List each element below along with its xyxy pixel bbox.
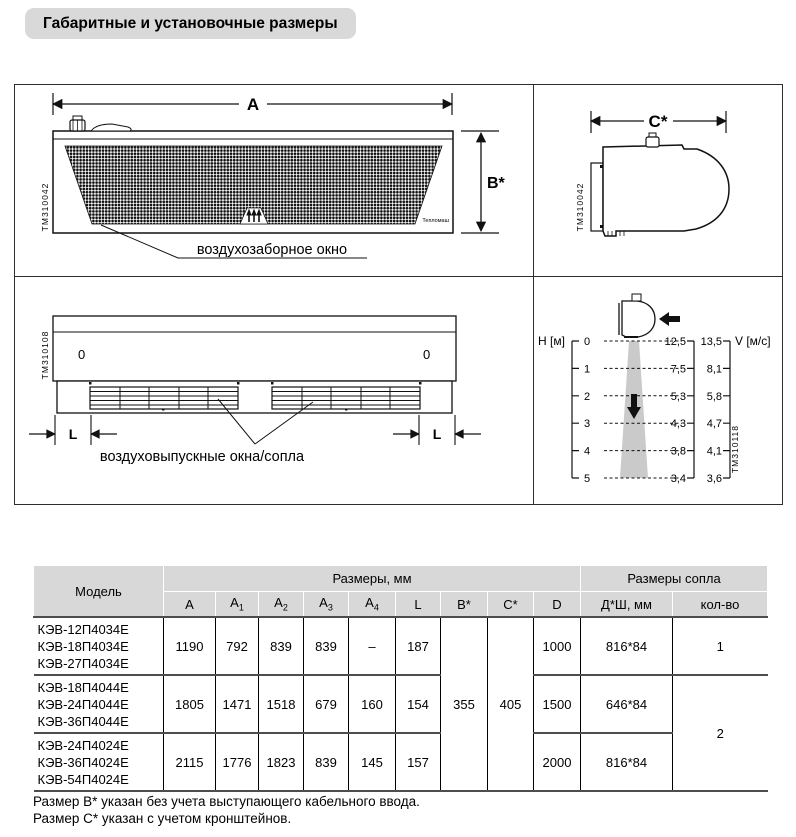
value-l: 154 xyxy=(396,675,441,733)
value-a: 1190 xyxy=(164,617,216,675)
value-l: 157 xyxy=(396,733,441,791)
v-scale-2-values xyxy=(701,336,722,485)
svg-text:13,5: 13,5 xyxy=(700,336,722,348)
col-header-b-star: B* xyxy=(441,592,488,618)
front-view-drawing xyxy=(15,85,534,275)
value-a3: 839 xyxy=(304,617,349,675)
col-header-d: D xyxy=(534,592,581,618)
value-a1: 1776 xyxy=(216,733,259,791)
value-c-star: 405 xyxy=(488,617,534,791)
svg-text:4,7: 4,7 xyxy=(706,418,722,431)
col-group-dimensions: Размеры, мм xyxy=(164,566,581,592)
side-view-cell xyxy=(534,85,782,277)
value-a2: 1823 xyxy=(259,733,304,791)
model-cell: КЭВ-18П4044Е КЭВ-24П4044Е КЭВ-36П4044Е xyxy=(34,675,164,733)
svg-text:3,4: 3,4 xyxy=(670,473,686,485)
table-row-group-1 xyxy=(34,617,768,675)
col-header-l: L xyxy=(396,592,441,618)
brand-label: Тепломаш xyxy=(422,218,449,224)
outlet-caption: воздуховыпускные окна/сопла xyxy=(99,449,305,465)
v-axis-2 xyxy=(723,341,730,478)
h-axis xyxy=(572,341,579,478)
svg-text:4: 4 xyxy=(584,445,591,458)
table-row-group-2 xyxy=(34,675,768,733)
footnote-c: Размер С* указан с учетом кронштейнов. xyxy=(33,811,292,826)
value-a3: 679 xyxy=(304,675,349,733)
footnotes xyxy=(33,793,420,827)
col-group-nozzle: Размеры сопла xyxy=(581,566,768,592)
dim-a-label: A xyxy=(246,95,260,114)
bottom-view-drawing xyxy=(15,277,534,504)
col-header-a4: $А_4$ xyxy=(349,592,396,618)
dim-b-label: B* xyxy=(487,175,505,192)
cable-gland-icon xyxy=(646,133,659,147)
dimensions-table xyxy=(33,565,768,792)
col-header-c-star: C* xyxy=(488,592,534,618)
svg-text:3,8: 3,8 xyxy=(670,445,686,458)
value-count: 2 xyxy=(673,675,768,791)
dim-l-left-label: L xyxy=(68,426,78,442)
svg-text:4,3: 4,3 xyxy=(670,418,686,431)
model-cell: КЭВ-12П4034Е КЭВ-18П4034Е КЭВ-27П4034Е xyxy=(34,617,164,675)
value-a: 1805 xyxy=(164,675,216,733)
inlet-arrow-icon xyxy=(659,312,680,326)
bottom-view-cell xyxy=(15,277,534,504)
dimension-drawings-panel xyxy=(14,84,783,505)
unit-side-icon xyxy=(619,294,655,337)
outlet-grille-left xyxy=(90,387,238,409)
h-axis-ticks xyxy=(584,336,590,485)
value-a2: 839 xyxy=(259,617,304,675)
value-b-star: 355 xyxy=(441,617,488,791)
value-a4: 145 xyxy=(349,733,396,791)
mounting-bracket xyxy=(591,163,603,231)
value-a4: – xyxy=(349,617,396,675)
cable-gland-icon xyxy=(70,116,131,131)
page-title: Габаритные и установочные размеры xyxy=(25,8,356,39)
drawing-id-front: ТМ310042 xyxy=(40,182,50,232)
drawing-id-bottom: ТМ310108 xyxy=(40,330,50,380)
dim-c-label: C* xyxy=(648,112,668,131)
outlet-grille-right xyxy=(272,387,420,409)
value-a: 2115 xyxy=(164,733,216,791)
value-a1: 1471 xyxy=(216,675,259,733)
drawing-id-jet: ТМ310118 xyxy=(730,424,740,474)
svg-text:5,3: 5,3 xyxy=(670,390,686,403)
airflow-up-arrows-icon xyxy=(247,210,261,222)
model-cell: КЭВ-24П4024Е КЭВ-36П4024Е КЭВ-54П4024Е xyxy=(34,733,164,791)
svg-text:3,6: 3,6 xyxy=(706,473,722,485)
svg-text:4,1: 4,1 xyxy=(706,445,722,458)
value-a2: 1518 xyxy=(259,675,304,733)
col-header-nozzle-size: Д*Ш, мм xyxy=(581,592,673,618)
jet-velocity-diagram xyxy=(534,277,780,504)
casing-outline xyxy=(53,316,456,381)
col-header-count: кол-во xyxy=(673,592,768,618)
table-row-group-3 xyxy=(34,733,768,791)
v-scale-1-values xyxy=(665,336,686,485)
zero-mark-right: 0 xyxy=(423,347,431,362)
v-axis-1 xyxy=(687,341,694,478)
h-axis-label: H [м] xyxy=(538,334,565,348)
svg-text:1: 1 xyxy=(584,363,591,376)
value-l: 187 xyxy=(396,617,441,675)
intake-caption: воздухозаборное окно xyxy=(196,242,348,258)
value-d: 1000 xyxy=(534,617,581,675)
svg-text:3: 3 xyxy=(584,418,591,431)
col-header-a1: $А_1$ xyxy=(216,592,259,618)
svg-text:12,5: 12,5 xyxy=(664,336,686,348)
value-d: 1500 xyxy=(534,675,581,733)
value-nozzle: 816*84 xyxy=(581,733,673,791)
dim-l-right-label: L xyxy=(432,426,442,442)
footnote-b: Размер В* указан без учета выступающего кабельного ввода. xyxy=(33,794,420,809)
value-nozzle: 646*84 xyxy=(581,675,673,733)
svg-text:8,1: 8,1 xyxy=(706,363,722,376)
value-count: 1 xyxy=(673,617,768,675)
drawing-id-side: ТМ310042 xyxy=(575,182,585,232)
svg-text:5: 5 xyxy=(584,473,591,485)
svg-text:2: 2 xyxy=(584,390,591,403)
col-header-model: Модель xyxy=(34,566,164,618)
col-header-a3: $А_3$ xyxy=(304,592,349,618)
value-d: 2000 xyxy=(534,733,581,791)
jet-diagram-cell xyxy=(534,277,782,504)
svg-text:5,8: 5,8 xyxy=(706,390,722,403)
v-axis-label: V [м/с] xyxy=(735,334,771,348)
side-view-drawing xyxy=(534,85,780,275)
svg-text:0: 0 xyxy=(584,336,591,348)
value-a3: 839 xyxy=(304,733,349,791)
front-view-cell xyxy=(15,85,534,277)
unit-side-profile xyxy=(603,145,729,236)
zero-mark-left: 0 xyxy=(78,347,86,362)
value-a1: 792 xyxy=(216,617,259,675)
col-header-a2: $А_2$ xyxy=(259,592,304,618)
svg-text:7,5: 7,5 xyxy=(670,363,686,376)
value-nozzle: 816*84 xyxy=(581,617,673,675)
col-header-a: А xyxy=(164,592,216,618)
value-a4: 160 xyxy=(349,675,396,733)
